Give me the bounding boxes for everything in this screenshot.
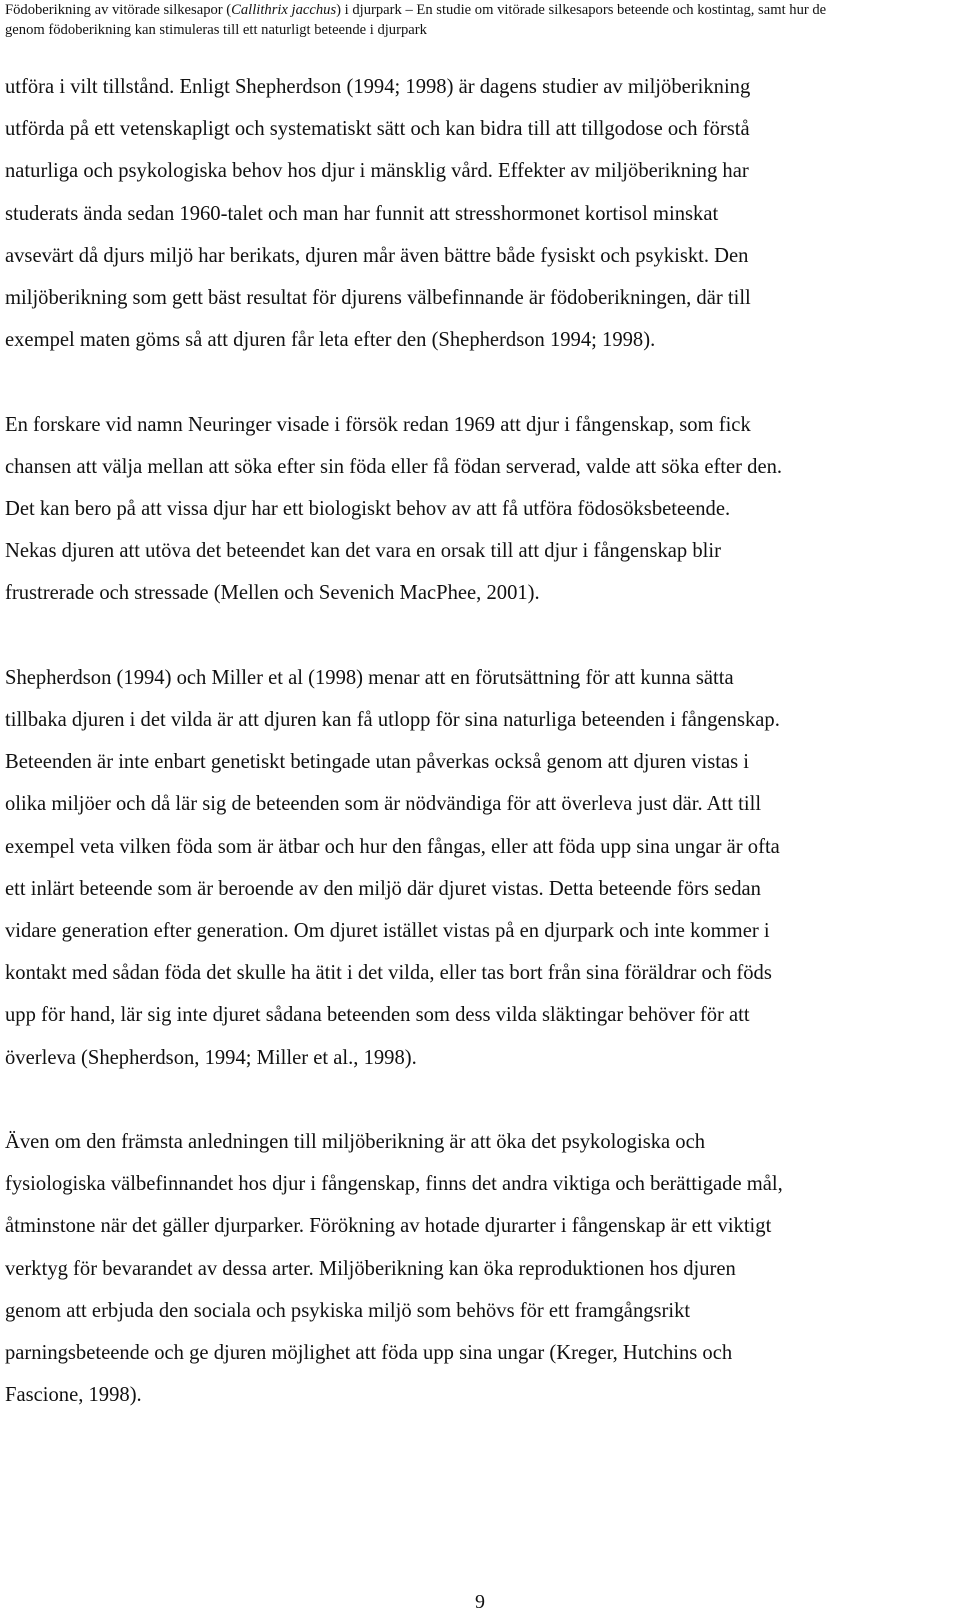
text-line: Shepherdson (1994) och Miller et al (1998) menar att en förutsättning för att kunna sätta: [5, 666, 734, 689]
text-line: Nekas djuren att utöva det beteendet kan det vara en orsak till att djur i fångenskap blir: [5, 540, 721, 563]
text-line: miljöberikning som gett bäst resultat för djurens välbefinnande är födoberikningen, där till: [5, 287, 751, 310]
running-header-line-2: genom födoberikning kan stimuleras till ett naturligt beteende i djurpark: [5, 22, 427, 38]
text-line: utföra i vilt tillstånd. Enligt Shepherdson (1994; 1998) är dagens studier av miljöberikning: [5, 76, 751, 98]
text-line: kontakt med sådan föda det skulle ha ätit i det vilda, eller tas bort från sina föräldrar och föds: [5, 962, 772, 985]
running-header-text: Födoberikning av vitörade silkesapor (: [5, 2, 232, 18]
species-name: Callithrix jacchus: [231, 2, 337, 18]
paragraph-spacer: [5, 361, 955, 403]
text-line: parningsbeteende och ge djuren möjlighet att föda upp sina ungar (Kreger, Hutchins och: [5, 1342, 733, 1365]
body-text: [5, 66, 955, 1416]
paragraph-spacer: [5, 1079, 955, 1121]
page-number: 9: [475, 1591, 485, 1613]
text-line: genom att erbjuda den sociala och psykiska miljö som behövs för ett framgångsrikt: [5, 1299, 691, 1322]
text-line: olika miljöer och då lär sig de beteenden som är nödvändiga för att överleva just där. Att till: [5, 793, 762, 816]
text-line: chansen att välja mellan att söka efter sin föda eller få födan serverad, valde att söka efter den.: [5, 455, 783, 478]
paragraph-4: [5, 1121, 955, 1416]
text-line: Beteenden är inte enbart genetiskt betingade utan påverkas också genom att djuren vistas i: [5, 751, 749, 774]
text-line: ett inlärt beteende som är beroende av den miljö där djuret vistas. Detta beteende förs sedan: [5, 877, 761, 900]
text-line: naturliga och psykologiska behov hos djur i mänsklig vård. Effekter av miljöberikning har: [5, 160, 749, 183]
paragraph-spacer: [5, 615, 955, 657]
text-line: frustrerade och stressade (Mellen och Sevenich MacPhee, 2001).: [5, 582, 540, 605]
text-line: vidare generation efter generation. Om djuret istället vistas på en djurpark och inte kommer i: [5, 920, 770, 943]
text-line: åtminstone när det gäller djurparker. Förökning av hotade djurarter i fångenskap är ett viktigt: [5, 1215, 772, 1238]
running-header: [5, 0, 955, 40]
paragraph-1: [5, 66, 955, 361]
text-line: Även om den främsta anledningen till miljöberikning är att öka det psykologiska och: [5, 1131, 706, 1154]
text-line: exempel maten göms så att djuren får leta efter den (Shepherdson 1994; 1998).: [5, 329, 656, 352]
text-line: Det kan bero på att vissa djur har ett biologiskt behov av att få utföra födosöksbeteende.: [5, 498, 731, 521]
paragraph-3: [5, 657, 955, 1079]
text-line: avsevärt då djurs miljö har berikats, djuren mår även bättre både fysiskt och psykiskt. Den: [5, 244, 749, 267]
running-header-line-1: [5, 0, 955, 20]
text-line: studerats ända sedan 1960-talet och man har funnit att stresshormonet kortisol minskat: [5, 202, 719, 225]
text-line: Fascione, 1998).: [5, 1384, 142, 1407]
text-line: En forskare vid namn Neuringer visade i försök redan 1969 att djur i fångenskap, som fick: [5, 413, 751, 436]
text-line: upp för hand, lär sig inte djuret sådana beteenden som dess vilda släktingar behöver för att: [5, 1004, 750, 1027]
running-header-text: ) i djurpark – En studie om vitörade silkesapors beteende och kostintag, samt hur de: [336, 2, 827, 18]
text-line: fysiologiska välbefinnandet hos djur i fångenskap, finns det andra viktiga och berättigade mål,: [5, 1173, 783, 1196]
text-line: överleva (Shepherdson, 1994; Miller et al., 1998).: [5, 1046, 417, 1069]
paragraph-2: [5, 404, 955, 615]
text-line: exempel veta vilken föda som är ätbar och hur den fångas, eller att föda upp sina ungar är ofta: [5, 835, 780, 858]
text-line: utförda på ett vetenskapligt och systematiskt sätt och kan bidra till att tillgodose och förstå: [5, 118, 750, 141]
text-line: verktyg för bevarandet av dessa arter. Miljöberikning kan öka reproduktionen hos djuren: [5, 1257, 736, 1280]
text-line: tillbaka djuren i det vilda är att djuren kan få utlopp för sina naturliga beteenden i fångenskap.: [5, 709, 780, 732]
